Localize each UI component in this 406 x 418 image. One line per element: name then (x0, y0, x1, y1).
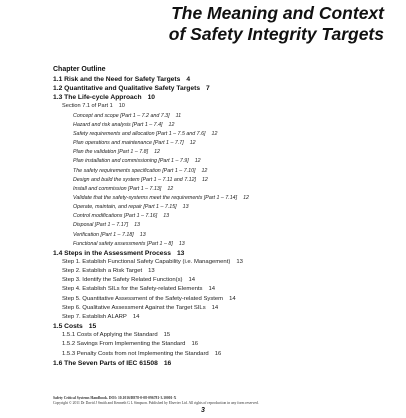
outline-entry-label: Concept and scope [Part 1 – 7.2 and 7.3] (73, 112, 170, 119)
outline-entry-page: 12 (201, 167, 208, 174)
outline-entry-label: Step 4. Establish SILs for the Safety-related Elements (62, 286, 203, 293)
outline-entry-page: 15 (88, 323, 97, 331)
outline-entry (62, 267, 155, 276)
outline-heading: Chapter Outline (53, 66, 106, 73)
outline-entry-label: Step 7. Establish ALARP (62, 313, 127, 320)
outline-entry-label: 1.5.3 Penalty Costs from not Implementing the Standard (62, 350, 209, 357)
outline-entry-label: Control modifications [Part 1 – 7.16] (73, 213, 158, 220)
outline-entry-page: 15 (163, 332, 171, 339)
outline-entry (62, 258, 243, 267)
outline-entry-label: Plan operations and maintenance [Part 1 – 7.7] (73, 140, 184, 147)
outline-entry-page: 11 (175, 112, 182, 119)
outline-entry-label: Hazard and risk analysis [Part 1 – 7.4] (73, 121, 163, 128)
outline-entry-page: 16 (191, 341, 199, 348)
outline-entry-page: 7 (206, 85, 210, 93)
outline-entry-label: 1.5.2 Savings From Implementing the Standard (62, 341, 186, 348)
outline-entry-page: 14 (208, 286, 216, 293)
outline-entry-page: 12 (189, 140, 196, 147)
footer-citation: Safety Critical Systems Handbook. DOI: 10.1016/B978-0-08-096781-3.10001-X (53, 396, 177, 400)
outline-entry-page: 13 (139, 231, 146, 238)
outline-entry-page: 14 (211, 304, 219, 311)
outline-entry-label: Functional safety assessments [Part 1 – 8] (73, 240, 173, 247)
outline-entry (73, 221, 140, 230)
outline-entry-label: The safety requirements specification [Part 1 – 7.10] (73, 167, 196, 174)
chapter-title-line-2: of Safety Integrity Targets (168, 24, 384, 44)
outline-entry (73, 176, 208, 185)
outline-entry-label: 1.5.1 Costs of Applying the Standard (62, 332, 158, 339)
outline-entry (53, 84, 210, 93)
outline-entry (53, 93, 155, 102)
outline-entry-page: 12 (168, 121, 175, 128)
outline-entry (62, 350, 221, 359)
outline-entry-label: Plan installation and commissioning [Part 1 – 7.9] (73, 158, 189, 165)
page-footer (53, 396, 259, 406)
outline-entry-page: 14 (229, 295, 236, 302)
outline-entry-page: 13 (148, 268, 155, 275)
outline-entry-label: 1.1 Risk and the Need for Safety Targets (53, 76, 181, 83)
outline-entry (62, 276, 195, 285)
outline-entry-label: 1.3 The Life-cycle Approach (53, 94, 142, 102)
chapter-title-line-1: The Meaning and Context (171, 3, 384, 23)
outline-entry (62, 340, 198, 349)
outline-entry-page: 4 (186, 76, 191, 83)
outline-entry-label: Validate that the safety-systems meet the requirements [Part 1 – 7.14] (73, 194, 238, 201)
outline-entry (73, 121, 174, 130)
outline-entry-label: Step 5. Quantitative Assessment of the Safety-related System (62, 295, 224, 302)
outline-entry (73, 185, 173, 194)
outline-entry (53, 359, 171, 368)
outline-entry (73, 240, 185, 249)
outline-entry-label: Step 2. Establish a Risk Target (62, 268, 143, 275)
outline-entry (62, 331, 170, 340)
outline-entry (73, 112, 181, 121)
outline-entry-page: 13 (182, 204, 189, 211)
chapter-title (169, 3, 384, 45)
outline-entry-page: 12 (154, 149, 160, 156)
outline-entry (73, 231, 146, 240)
outline-entry-label: Safety requirements and allocation [Part 1 – 7.5 and 7.6] (73, 130, 206, 137)
outline-entry (73, 139, 196, 148)
outline-entry (53, 75, 190, 84)
outline-entry-label: Step 1. Establish Functional Safety Capability (i.e. Management) (62, 259, 231, 265)
outline-entry-label: Design and build the system [Part 1 – 7.11 and 7.12] (73, 176, 196, 183)
outline-entry-label: Section 7.1 of Part 1 (62, 103, 113, 110)
outline-entry-page: 13 (178, 240, 185, 247)
outline-entry (53, 322, 96, 331)
outline-entry-label: Install and commission [Part 1 – 7.13] (73, 185, 162, 192)
outline-entry (62, 102, 125, 111)
outline-entry-page: 12 (201, 176, 208, 183)
outline-entry (62, 285, 215, 294)
outline-entry-page: 14 (132, 313, 140, 320)
page-number: 3 (201, 407, 205, 414)
outline-entry-page: 12 (194, 158, 201, 165)
outline-entry-page: 13 (236, 259, 243, 265)
outline-entry-label: Operate, maintain, and repair [Part 1 – 7.15] (73, 204, 177, 211)
outline-entry (73, 148, 160, 157)
outline-entry-label: Disposal [Part 1 – 7.17] (73, 222, 129, 229)
outline-entry-label: Step 3. Identify the Safety Related Function(s) (62, 277, 183, 284)
outline-entry-label: 1.5 Costs (53, 323, 83, 331)
outline-entry-label: 1.2 Quantitative and Qualitative Safety Targets (53, 85, 201, 93)
outline-entry-page: 14 (188, 277, 196, 284)
outline-entry-label: 1.6 The Seven Parts of IEC 61508 (53, 359, 158, 367)
outline-entry-page: 16 (214, 350, 222, 357)
outline-entry (62, 313, 139, 322)
outline-entry (73, 212, 169, 221)
outline-entry-label: 1.4 Steps in the Assessment Process (53, 249, 171, 257)
outline-entry (62, 304, 218, 313)
outline-entry-page: 10 (118, 103, 125, 110)
outline-entry (73, 194, 249, 203)
outline-entry (73, 167, 207, 176)
outline-entry-page: 12 (167, 185, 174, 192)
outline-entry (73, 203, 189, 212)
outline-entry (73, 130, 217, 139)
outline-entry (73, 157, 201, 166)
outline-entry-page: 13 (176, 249, 185, 257)
outline-entry (62, 295, 236, 304)
outline-entry-page: 12 (211, 130, 218, 137)
outline-entry-label: Verification [Part 1 – 7.18] (73, 231, 134, 238)
outline-entry-page: 16 (163, 359, 172, 367)
outline-entry-label: Step 6. Qualitative Assessment Against the Target SILs (62, 304, 206, 311)
outline-entry (53, 249, 184, 258)
footer-copyright: Copyright © 2011 Dr David J Smith and Kenneth G L Simpson. Published by Elsevier Ltd. All rights of reproduction in any form reserved. (53, 401, 259, 405)
outline-entry-page: 13 (163, 213, 170, 220)
outline-entry-label: Plan the validation [Part 1 – 7.8] (73, 149, 149, 156)
outline-entry-page: 10 (147, 94, 156, 102)
outline-entry-page: 12 (243, 194, 249, 201)
outline-entry-page: 13 (134, 222, 140, 229)
